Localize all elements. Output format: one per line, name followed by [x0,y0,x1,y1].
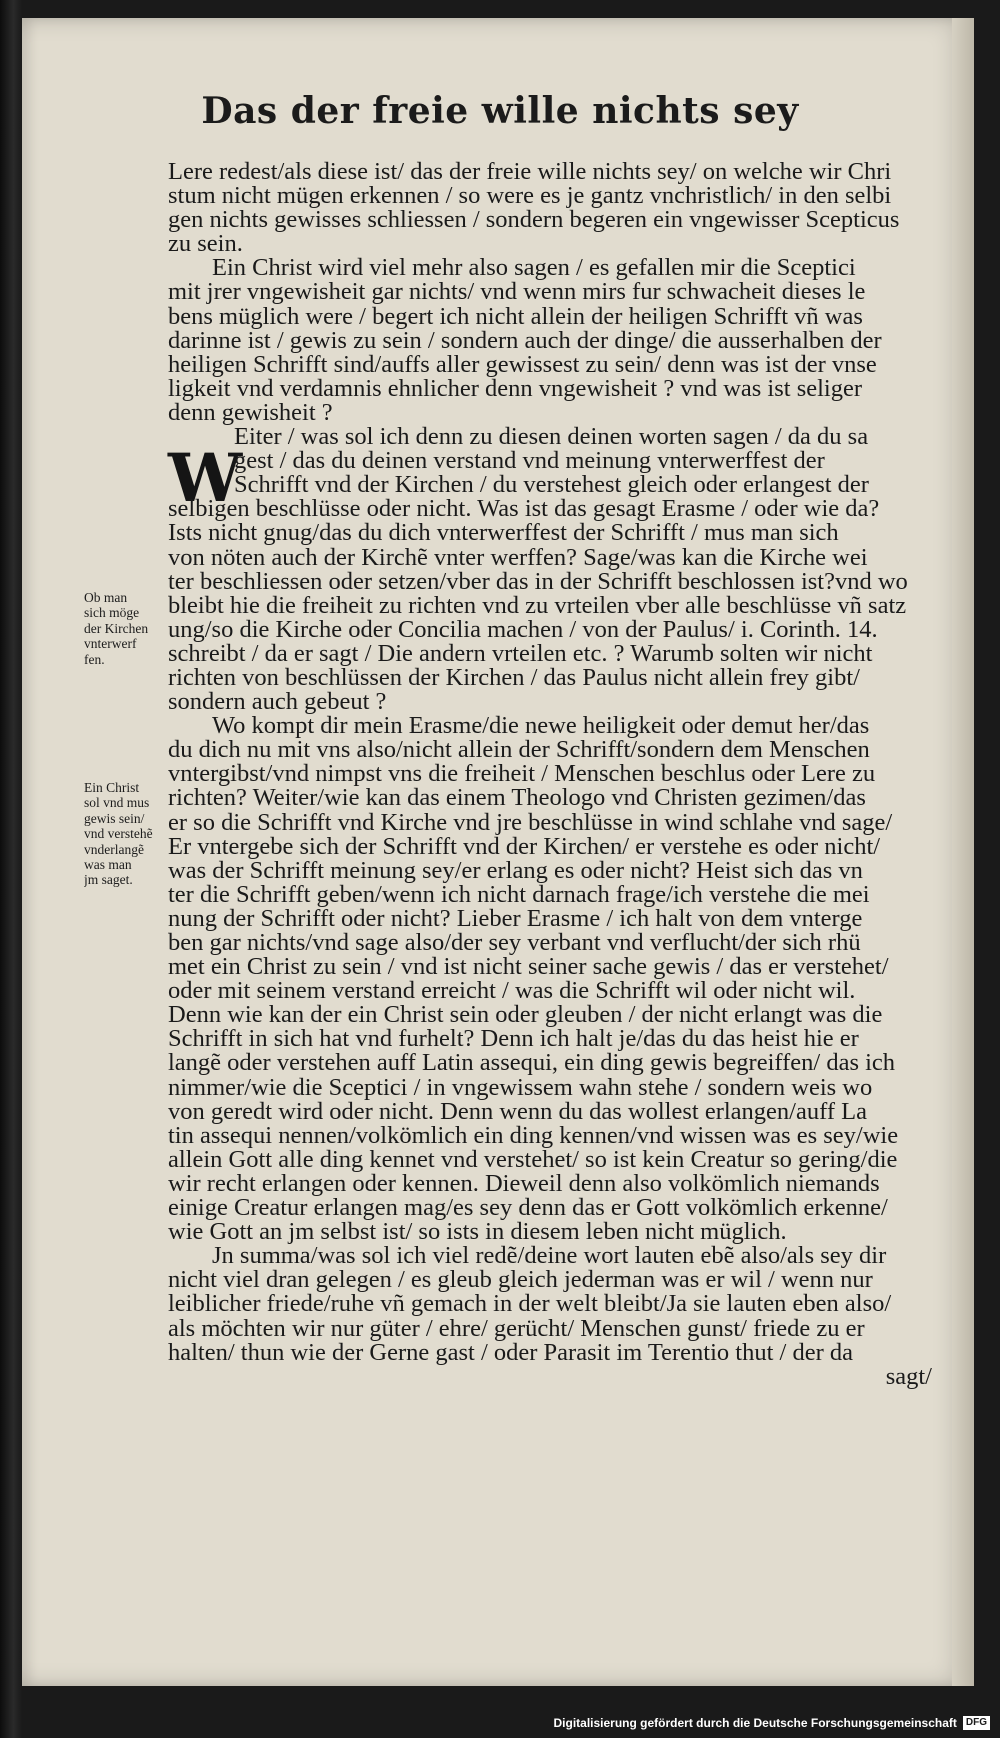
text-line: denn gewisheit ? [168,400,333,426]
text-line: met ein Christ zu sein / vnd ist nicht seiner sache gewis / das er verstehet/ [168,955,889,980]
margin-note-line: was man [84,857,132,873]
text-line: vntergibst/vnd nimpst vns die freiheit / Menschen beschlus oder Lere zu [168,762,876,787]
catchword: sagt/ [885,1364,932,1389]
text-line: ben gar nichts/vnd sage also/der sey verbant vnd verflucht/der sich rhü [168,931,861,956]
text-line: zu sein. [168,232,243,257]
margin-note-line: jm saget. [84,872,133,888]
text-line: er so die Schrifft vnd Kirche vnd jre beschlüsse in wind schlahe vnd sage/ [168,810,893,835]
book-spine [0,0,22,1738]
text-line: Jn summa/was sol ich viel redẽ/deine wort lauten ebẽ also/als sey dir [212,1244,887,1269]
text-line: tin assequi nennen/volkömlich ein ding kennen/vnd wissen was es sey/wie [168,1123,899,1148]
text-line: nicht viel dran gelegen / es gleub gleich jederman was er wil / wenn nur [168,1268,873,1293]
text-line: bens müglich were / begert ich nicht allein der heiligen Schrifft vñ was [168,304,863,329]
text-line: nung der Schrifft oder nicht? Lieber Erasme / ich halt von dem vnterge [168,906,863,931]
text-line: Ein Christ wird viel mehr also sagen / es gefallen mir die Sceptici [212,256,856,281]
margin-note-line: gewis sein/ [84,810,145,826]
text-line: Schrifft in sich hat vnd furhelt? Denn ich halt je/das du das heist hie er [168,1027,859,1052]
text-line: Ists nicht gnug/das du dich vnterwerffest der Schrifft / mus man sich [168,521,839,546]
text-line: von geredt wird oder nicht. Denn wenn du das wollest erlangen/auff La [168,1099,867,1124]
text-line: Er vntergebe sich der Schrifft vnd der Kirchen/ er verstehe es oder nicht/ [168,834,881,859]
text-line: langẽ oder verstehen auff Latin assequi, ein ding gewis begreiffen/ das ich [168,1051,896,1076]
margin-note-line: fen. [84,651,105,667]
text-line: ung/so die Kirche oder Concilia machen / von der Paulus/ i. Corinth. 14. [168,617,878,642]
text-line: mit jrer vngewisheit gar nichts/ vnd wenn mirs fur schwacheit dieses le [168,280,866,305]
footer-credit [553,1716,990,1730]
footer-text: Digitalisierung gefördert durch die Deutsche Forschungsgemeinschaft [553,1716,957,1730]
text-line: von nöten auch der Kirchẽ vnter werffen? Sage/was kan die Kirche wei [168,545,868,570]
text-line: als möchten wir nur güter / ehre/ gerücht/ Menschen gunst/ friede zu er [168,1316,865,1341]
margin-note-line: Ob man [84,590,128,605]
margin-note-line: Ein Christ [84,780,140,795]
margin-note-line: vnd verstehẽ [84,826,153,842]
text-line: wir recht erlangen oder kennen. Dieweil denn also volkömlich niemands [168,1171,880,1197]
page-edge [952,18,974,1686]
text-line: richten? Weiter/wie kan das einem Theologo vnd Christen gezimen/das [168,786,866,811]
text-line: allein Gott alle ding kennet vnd verstehet/ so ist kein Creatur so gering/die [168,1147,898,1172]
margin-note-line: vnderlangẽ [84,841,144,857]
margin-note [84,590,168,667]
text-line: bleibt hie die freiheit zu richten vnd zu vrteilen vber alle beschlüsse vñ satz [168,593,907,618]
dfg-logo-icon: DFG [963,1716,990,1730]
margin-note-line: sol vnd mus [84,795,150,811]
text-line: halten/ thun wie der Gerne gast / oder Parasit im Terentio thut / der da [168,1340,853,1365]
text-line: gest / das du deinen verstand vnd meinung vnterwerffest der [234,449,825,474]
margin-note-line: vnterwerf [84,636,137,652]
text-line: leiblicher friede/ruhe vñ gemach in der welt bleibt/Ja sie lauten eben also/ [168,1292,892,1317]
text-line: Wo kompt dir mein Erasme/die newe heiligkeit oder demut her/das [212,714,870,739]
text-line: nimmer/wie die Sceptici / in vngewissem wahn stehe / sondern weis wo [168,1075,873,1100]
text-line: ter die Schrifft geben/wenn ich nicht darnach frage/ich verstehe die mei [168,882,870,907]
text-line: wie Gott an jm selbst ist/ so ists in diesem leben nicht müglich. [168,1220,787,1245]
body-text [168,160,932,1389]
margin-note-line: der Kirchen [84,620,149,636]
margin-note [84,780,168,888]
text-line: gen nichts gewisses schliessen / sondern begeren ein vngewisser Scepticus [168,208,900,233]
text-line: oder mit seinem verstand erreicht / was die Schrifft wil oder nicht wil. [168,979,856,1004]
text-line: ligkeit vnd verdamnis ehnlicher denn vngewisheit ? vnd was ist seliger [168,376,863,401]
text-line: schreibt / da er sagt / Die andern vrteilen etc. ? Warumb solten wir nicht [168,641,873,666]
text-line: du dich nu mit vns also/nicht allein der Schrifft/sondern dem Menschen [168,738,870,763]
margin-note-line: sich möge [84,605,140,621]
text-line: Denn wie kan der ein Christ sein oder gleuben / der nicht erlangt was die [168,1003,883,1028]
text-line: Eiter / was sol ich denn zu diesen deinen worten sagen / da du sa [234,425,869,450]
text-line: selbigen beschlüsse oder nicht. Was ist das gesagt Erasme / oder wie da? [168,497,880,522]
running-head: Das der freie wille nichts sey [201,90,799,132]
text-line: ter beschliessen oder setzen/vber das in der Schrifft beschlossen ist?vnd wo [168,569,908,594]
text-line: richten von beschlüssen der Kirchen / das Paulus nicht allein frey gibt/ [168,665,860,691]
drop-cap-initial: W [168,439,243,517]
text-line: stum nicht mügen erkennen / so were es je gantz vnchristlich/ in den selbi [168,184,892,209]
text-line: Lere redest/als diese ist/ das der freie wille nichts sey/ on welche wir Chri [168,160,892,185]
text-line: was der Schrifft meinung sey/er erlang es oder nicht? Heist sich das vn [168,858,863,883]
text-line: Schrifft vnd der Kirchen / du verstehest gleich oder erlangest der [234,473,869,498]
text-line: darinne ist / gewis zu sein / sondern auch der dinge/ die ausserhalben der [168,328,882,353]
text-line: einige Creatur erlangen mag/es sey denn das er Gott volkömlich erkenne/ [168,1196,888,1221]
text-line: sondern auch gebeut ? [168,690,387,715]
text-line: heiligen Schrifft sind/auffs aller gewissest zu sein/ denn was ist der vnse [168,352,877,377]
